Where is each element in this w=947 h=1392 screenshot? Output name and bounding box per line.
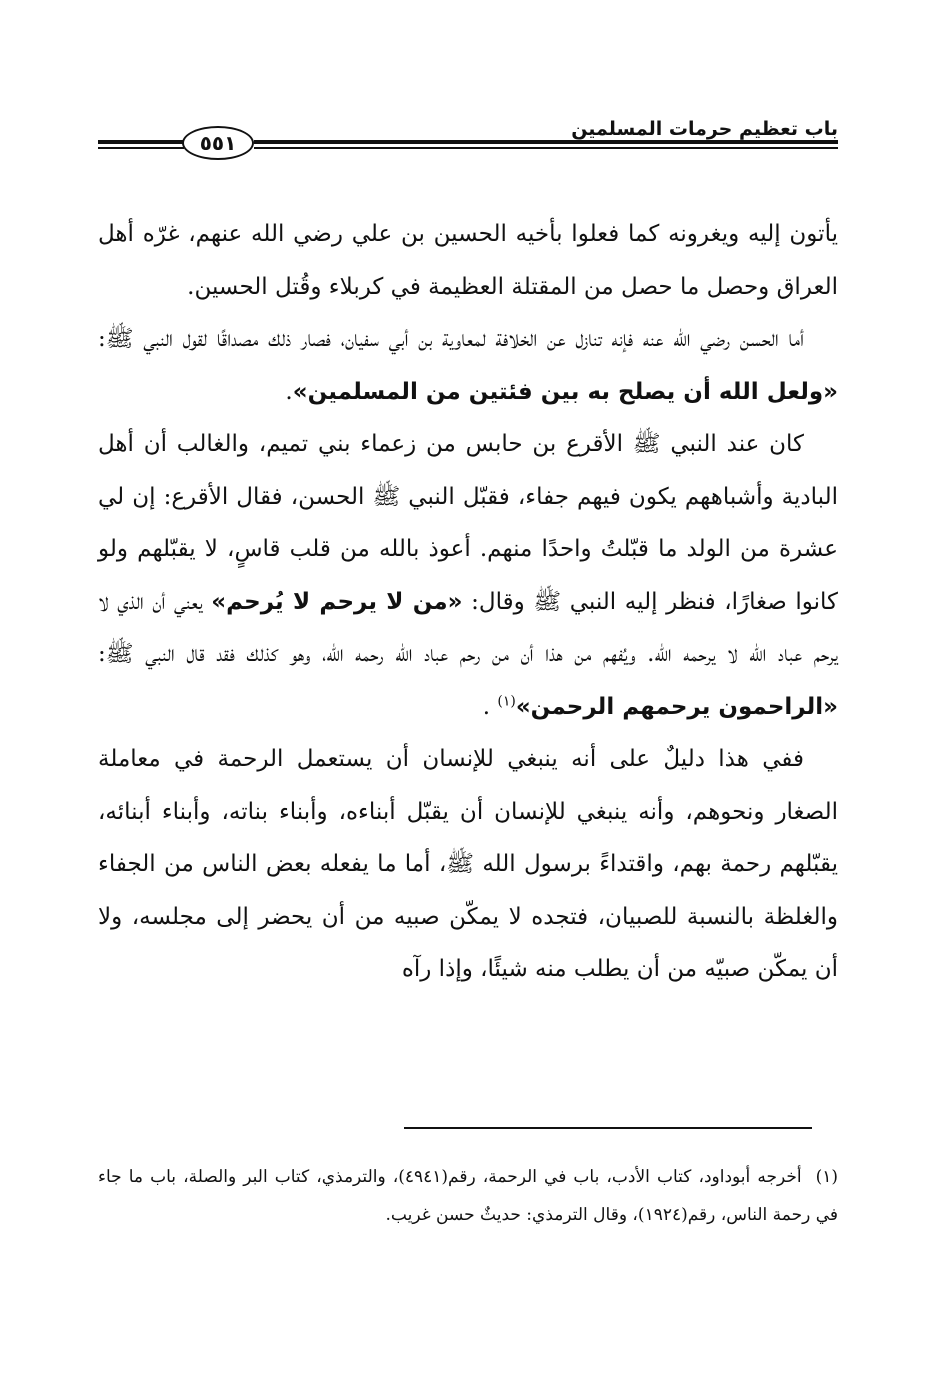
footnote bbox=[98, 1158, 838, 1234]
footnote-divider bbox=[404, 1127, 812, 1129]
hadith-quote: «الراحمون يرحمهم الرحمن» bbox=[515, 693, 838, 720]
footnote-text: أخرجه أبوداود، كتاب الأدب، باب في الرحمة، رقم(٤٩٤١)، والترمذي، كتاب البر والصلة، باب ما جاء في رحمة الناس، رقم(١٩٢٤)، وقال الترمذي: حديثٌ حسن غريب. bbox=[98, 1167, 838, 1225]
header-rule-left bbox=[98, 140, 184, 149]
paragraph-3-text: يعني أن الذي لا يرحم عباد الله لا يرحمه الله. ويُفهم من هذا أن من رحم عباد الله رحمه الله، وهو كذلك فقد قال النبي ﷺ: bbox=[98, 588, 838, 667]
paragraph-2-end: . bbox=[285, 378, 293, 405]
hadith-quote: «من لا يرحم لا يُرحم» bbox=[211, 588, 463, 615]
running-title: باب تعظيم حرمات المسلمين bbox=[571, 118, 838, 140]
footnote-number: (١) bbox=[815, 1167, 838, 1187]
footnote-reference[interactable]: (١) bbox=[497, 692, 516, 709]
hadith-quote: «ولعل الله أن يصلح به بين فئتين من المسلمين» bbox=[292, 378, 838, 405]
paragraph-1: يأتون إليه ويغرونه كما فعلوا بأخيه الحسين بن علي رضي الله عنهم، غرّه أهل العراق وحصل ما حصل من المقتلة العظيمة في كربلاء وقُتل الحسين. bbox=[98, 221, 838, 300]
paragraph-4: ففي هذا دليلٌ على أنه ينبغي للإنسان أن يستعمل الرحمة في معاملة الصغار ونحوهم، وأنه ينبغي للإنسان أن يقبّل أبناءه، وأبناء بناته، وأبناء أبنائه، يقبّلهم رحمة بهم، واقتداءً برسول الله ﷺ، أما ما يفعله بعض الناس من الجفاء والغلظة بالنسبة للصبيان، فتجده لا يمكّن صبيه من أن يحضر إلى مجلسه، ولا أن يمكّن صبيّه من أن يطلب منه شيئًا، وإذا رآه bbox=[98, 746, 838, 982]
page-header bbox=[98, 118, 838, 162]
paragraph-3-end: . bbox=[482, 693, 498, 720]
header-rule-right bbox=[254, 140, 838, 149]
paragraph-2 bbox=[98, 313, 838, 418]
page-number: ٥٥١ bbox=[182, 126, 254, 160]
main-text bbox=[98, 208, 838, 996]
paragraph-3-text: كان عند النبي ﷺ الأقرع بن حابس من زعماء بني تميم، والغالب أن أهل البادية وأشباههم يكون فيهم جفاء، فقبّل النبي ﷺ الحسن، فقال الأقرع: إن لي عشرة من الولد ما قبّلتُ واحدًا منهم. أعوذ بالله من قلب قاسٍ، لا يقبّلهم ولو كانوا صغارًا، فنظر إليه النبي ﷺ وقال: bbox=[98, 431, 839, 615]
paragraph-2-text: أما الحسن رضي الله عنه فإنه تنازل عن الخلافة لمعاوية بن أبي سفيان، فصار ذلك مصداقًا لقول النبي ﷺ: bbox=[98, 326, 804, 352]
paragraph-3 bbox=[98, 418, 838, 733]
